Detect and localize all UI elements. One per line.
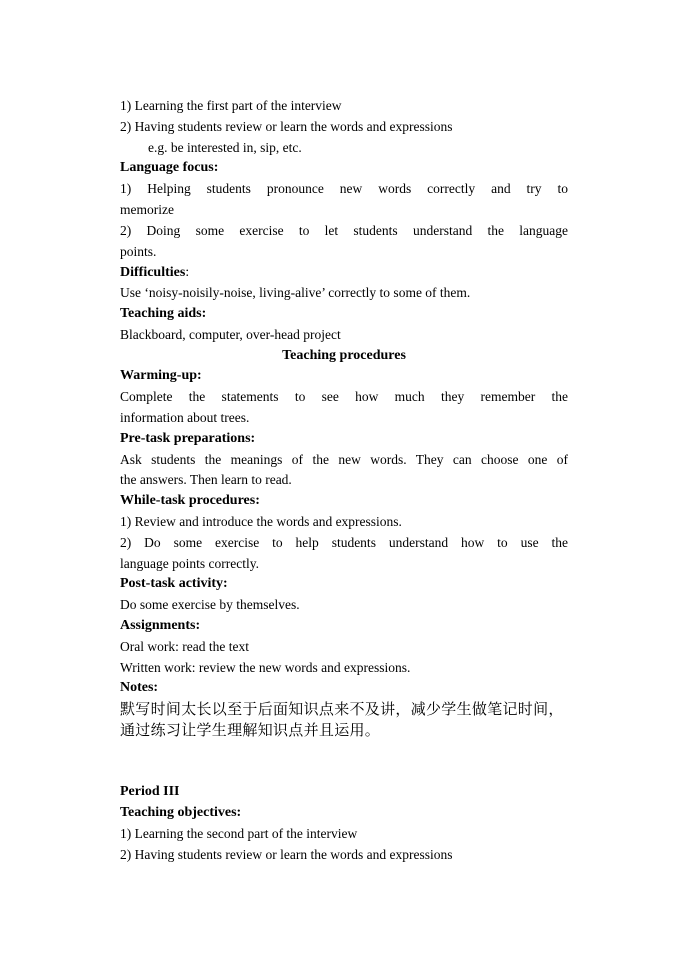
notes-line-1: 默写时间太长以至于后面知识点来不及讲，减少学生做笔记时间， xyxy=(120,700,564,719)
difficulties-heading-row xyxy=(120,262,568,283)
teaching-procedures-title: Teaching procedures xyxy=(282,347,406,363)
while-task-line-1: 1) Review and introduce the words and expressions. xyxy=(120,513,402,529)
teaching-aids-heading: Teaching aids: xyxy=(120,305,207,321)
difficulties-colon: : xyxy=(185,264,190,280)
post-task-text: Do some exercise by themselves. xyxy=(120,597,300,613)
language-focus-item-1-cont: memorize xyxy=(120,201,174,217)
objective-item-1: 1) Learning the first part of the interview xyxy=(120,98,342,113)
warming-up-line-2: information about trees. xyxy=(120,409,250,425)
warming-up-line-1: Complete the statements to see how much they remember the xyxy=(120,389,568,405)
pre-task-line-2: the answers. Then learn to read. xyxy=(120,472,292,488)
while-task-line-3: language points correctly. xyxy=(120,555,259,571)
notes-heading: Notes: xyxy=(120,680,159,696)
assignments-heading: Assignments: xyxy=(120,617,201,633)
period-3-heading: Period III xyxy=(120,784,180,800)
difficulties-text: Use ‘noisy-noisily-noise, living-alive’ correctly to some of them. xyxy=(120,285,471,301)
language-focus-item-2-cont: points. xyxy=(120,243,157,259)
warming-up-heading: Warming-up: xyxy=(120,368,202,384)
assignments-written: Written work: review the new words and expressions. xyxy=(120,659,411,675)
document-body xyxy=(120,96,568,865)
assignments-oral: Oral work: read the text xyxy=(120,638,249,654)
teaching-objectives-heading: Teaching objectives: xyxy=(120,804,242,820)
objective-item-2: 2) Having students review or learn the words and expressions xyxy=(120,118,453,134)
section-spacer xyxy=(120,741,568,782)
language-focus-item-1: 1) Helping students pronounce new words correctly and try to xyxy=(120,181,568,197)
pre-task-heading: Pre-task preparations: xyxy=(120,430,256,446)
teaching-aids-text: Blackboard, computer, over-head project xyxy=(120,326,341,342)
difficulties-heading: Difficulties xyxy=(120,265,186,281)
period-3-objective-2: 2) Having students review or learn the words and expressions xyxy=(120,846,453,862)
language-focus-heading: Language focus: xyxy=(120,160,219,176)
pre-task-line-1: Ask students the meanings of the new words. They can choose one of xyxy=(120,451,568,467)
post-task-heading: Post-task activity: xyxy=(120,576,228,592)
period-3-objective-1: 1) Learning the second part of the interview xyxy=(120,825,358,841)
while-task-line-2: 2) Do some exercise to help students understand how to use the xyxy=(120,534,568,550)
notes-line-2: 通过练习让学生理解知识点并且运用。 xyxy=(120,721,381,740)
language-focus-item-2: 2) Doing some exercise to let students understand the language xyxy=(120,222,568,238)
objective-example: e.g. be interested in, sip, etc. xyxy=(148,139,302,155)
while-task-heading: While-task procedures: xyxy=(120,493,260,509)
